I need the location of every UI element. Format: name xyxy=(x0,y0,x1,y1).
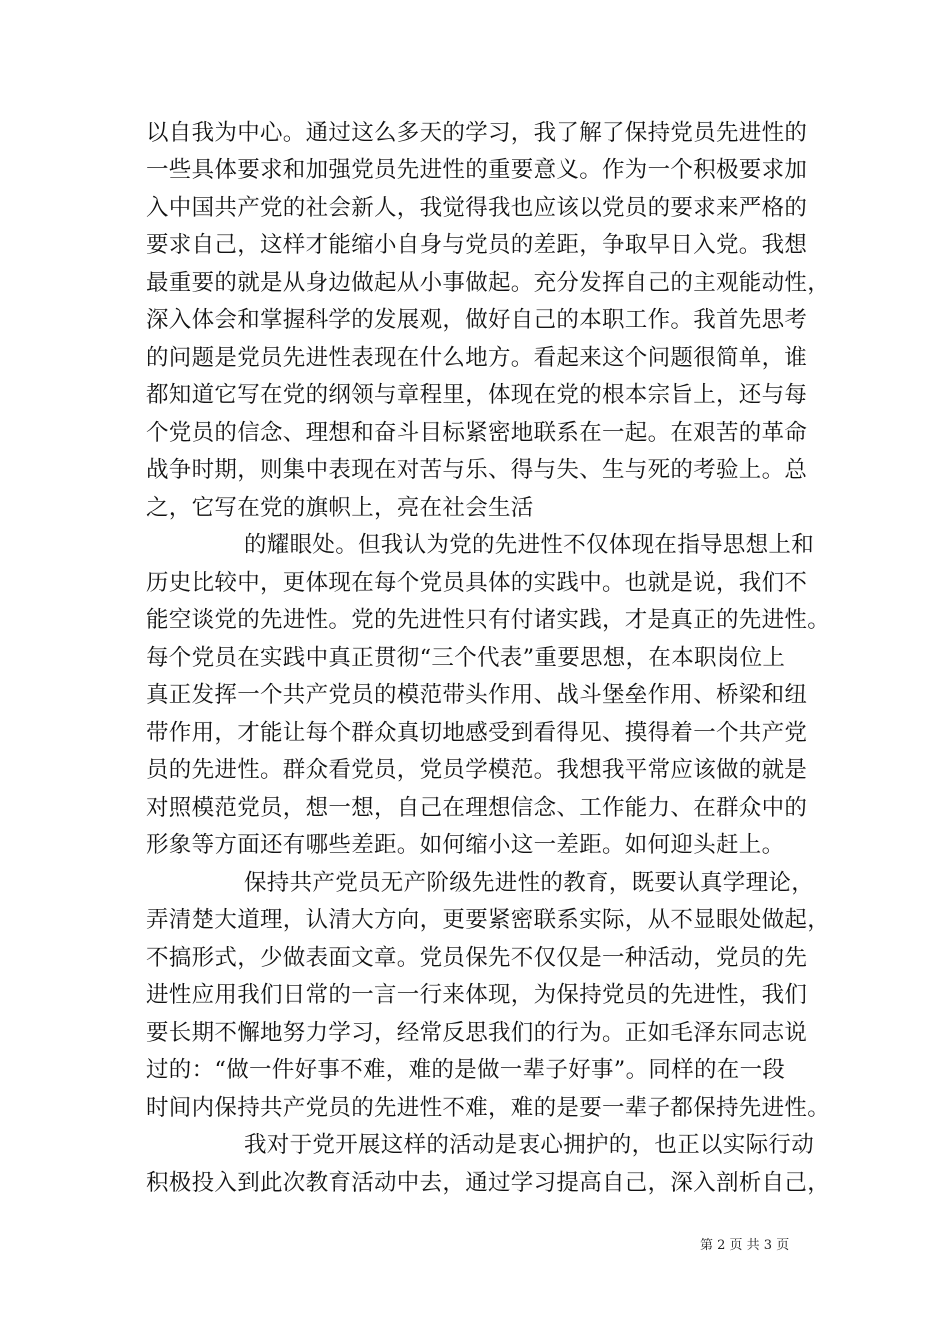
text-line: 形象等方面还有哪些差距。如何缩小这一差距。如何迎头赶上。 xyxy=(146,832,785,858)
text-line: 积极投入到此次教育活动中去，通过学习提高自己，深入剖析自己， xyxy=(146,1170,831,1196)
text-line: 弄清楚大道理，认清大方向，更要紧密联系实际，从不显眼处做起， xyxy=(146,907,831,933)
text-line: 入中国共产党的社会新人，我觉得我也应该以党员的要求来严格的 xyxy=(146,195,808,221)
text-line: 时间内保持共产党员的先进性不难，难的是要一辈子都保持先进性。 xyxy=(146,1095,831,1121)
page-number-footer: 第 2 页 共 3 页 xyxy=(700,1238,790,1253)
text-line: 每个党员在实践中真正贯彻“三个代表”重要思想，在本职岗位上 xyxy=(146,645,786,671)
text-line: 的问题是党员先进性表现在什么地方。看起来这个问题很简单，谁 xyxy=(146,345,808,371)
text-line: 战争时期，则集中表现在对苦与乐、得与失、生与死的考验上。总 xyxy=(146,457,808,483)
text-line: 能空谈党的先进性。党的先进性只有付诸实践，才是真正的先进性。 xyxy=(146,607,831,633)
text-line: 以自我为中心。通过这么多天的学习，我了解了保持党员先进性的 xyxy=(146,120,808,146)
text-line: 最重要的就是从身边做起从小事做起。充分发挥自己的主观能动性， xyxy=(146,270,831,296)
text-line: 深入体会和掌握科学的发展观，做好自己的本职工作。我首先思考 xyxy=(146,307,808,333)
paragraph-start-line: 我对于党开展这样的活动是衷心拥护的，也正以实际行动 xyxy=(244,1132,815,1158)
text-line: 一些具体要求和加强党员先进性的重要意义。作为一个积极要求加 xyxy=(146,157,808,183)
paragraph-start-line: 的耀眼处。但我认为党的先进性不仅体现在指导思想上和 xyxy=(244,532,815,558)
text-line: 都知道它写在党的纲领与章程里，体现在党的根本宗旨上，还与每 xyxy=(146,382,808,408)
text-line: 不搞形式，少做表面文章。党员保先不仅仅是一种活动，党员的先 xyxy=(146,945,808,971)
text-line: 真正发挥一个共产党员的模范带头作用、战斗堡垒作用、桥梁和纽 xyxy=(146,682,808,708)
text-line: 带作用，才能让每个群众真切地感受到看得见、摸得着一个共产党 xyxy=(146,720,808,746)
text-line: 进性应用我们日常的一言一行来体现，为保持党员的先进性，我们 xyxy=(146,982,808,1008)
text-line: 员的先进性。群众看党员，党员学模范。我想我平常应该做的就是 xyxy=(146,757,808,783)
text-line: 要长期不懈地努力学习，经常反思我们的行为。正如毛泽东同志说 xyxy=(146,1020,808,1046)
paragraph-start-line: 保持共产党员无产阶级先进性的教育，既要认真学理论， xyxy=(244,870,815,896)
text-line: 要求自己，这样才能缩小自身与党员的差距，争取早日入党。我想 xyxy=(146,232,808,258)
text-line: 对照模范党员，想一想，自己在理想信念、工作能力、在群众中的 xyxy=(146,795,808,821)
text-line: 过的：“做一件好事不难，难的是做一辈子好事”。同样的在一段 xyxy=(146,1057,786,1083)
text-line: 历史比较中，更体现在每个党员具体的实践中。也就是说，我们不 xyxy=(146,570,808,596)
text-line: 之，它写在党的旗帜上，亮在社会生活 xyxy=(146,495,534,521)
text-line: 个党员的信念、理想和奋斗目标紧密地联系在一起。在艰苦的革命 xyxy=(146,420,808,446)
